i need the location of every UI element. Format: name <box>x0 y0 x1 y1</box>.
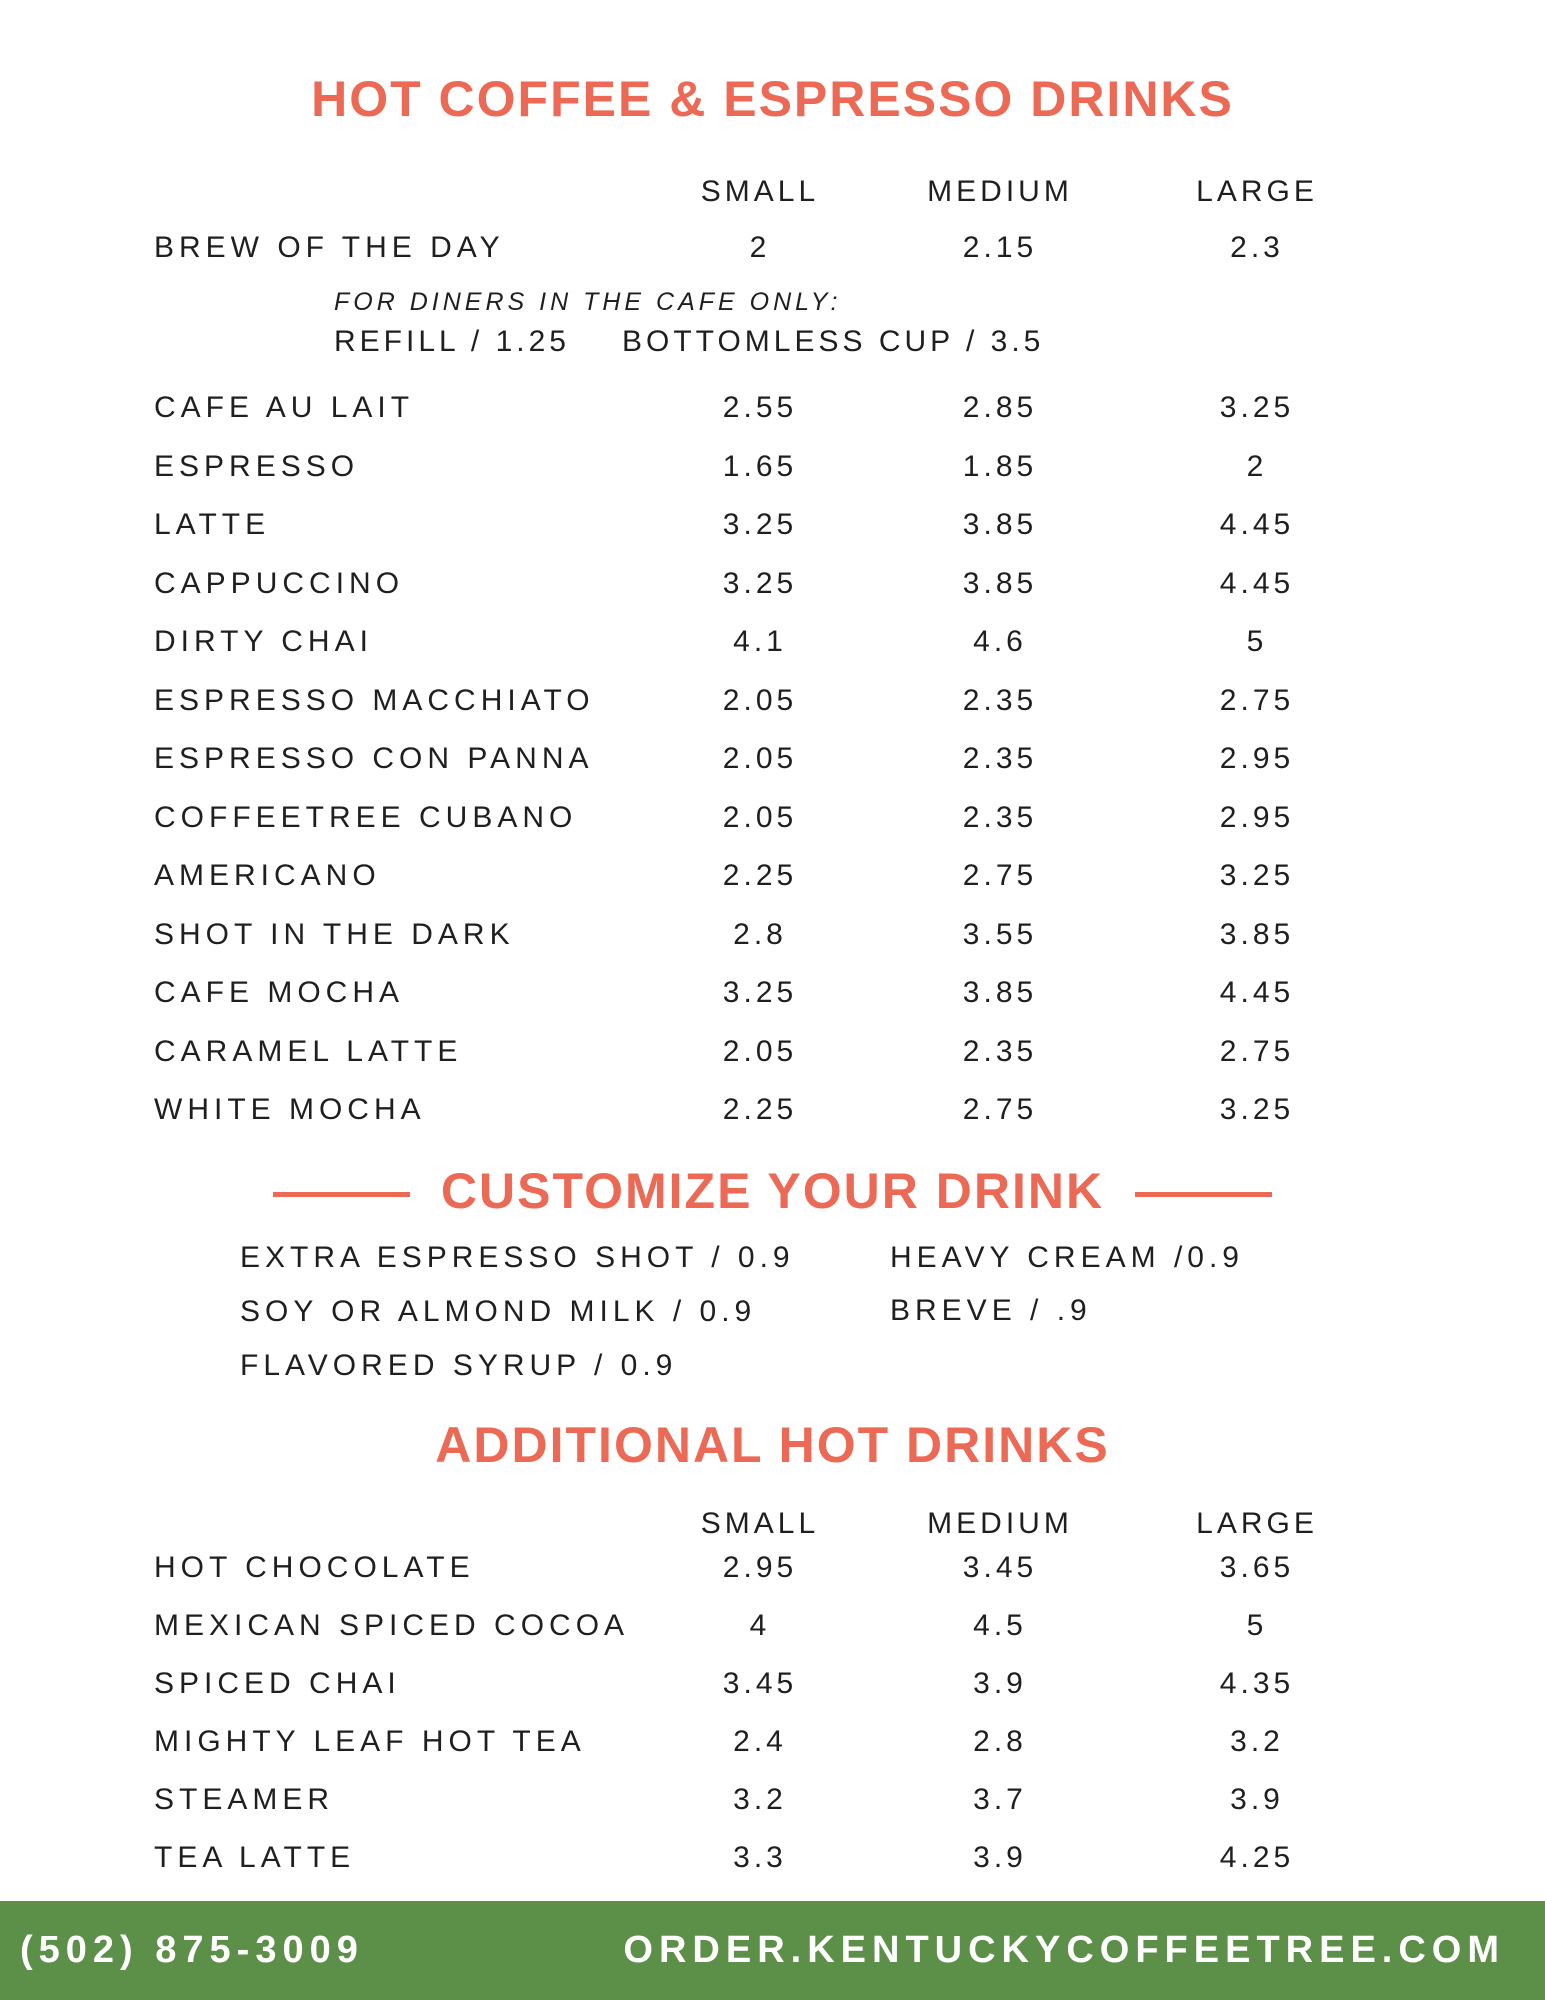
divider-right <box>1135 1192 1272 1197</box>
price-large: 4.45 <box>1219 566 1295 600</box>
price-medium: 4.6 <box>973 625 1027 658</box>
menu-row <box>0 737 1545 781</box>
addon-item: HEAVY CREAM /0.9 <box>890 1241 1244 1274</box>
menu-row <box>0 971 1545 1015</box>
price-medium: 2.8 <box>973 1725 1027 1758</box>
item-name: BREW OF THE DAY <box>154 231 505 264</box>
price-small: 2.55 <box>722 391 798 424</box>
size-large-header: LARGE <box>1196 1507 1318 1540</box>
price-large: 4.25 <box>1219 1841 1295 1874</box>
item-name: LATTE <box>154 508 271 541</box>
price-medium: 3.85 <box>962 508 1038 541</box>
item-name: HOT CHOCOLATE <box>154 1551 475 1584</box>
size-medium-header: MEDIUM <box>927 175 1073 208</box>
price-medium: 2.35 <box>962 800 1038 834</box>
menu-row <box>0 562 1545 606</box>
size-small-header: SMALL <box>700 1507 820 1540</box>
price-small: 1.65 <box>722 449 798 483</box>
refill-price: REFILL / 1.25 <box>334 325 570 358</box>
item-name: ESPRESSO CON PANNA <box>154 742 594 775</box>
price-large: 3.25 <box>1219 859 1295 892</box>
item-name: DIRTY CHAI <box>154 625 373 658</box>
size-small-header: SMALL <box>700 175 820 208</box>
menu-row <box>0 1546 1545 1590</box>
menu-row <box>0 1836 1545 1880</box>
price-large: 3.65 <box>1219 1551 1295 1584</box>
item-name: MEXICAN SPICED COCOA <box>154 1609 630 1642</box>
menu-row <box>0 445 1545 489</box>
price-small: 2.05 <box>722 1034 798 1068</box>
item-name: AMERICANO <box>154 859 381 892</box>
price-small: 3.2 <box>733 1783 787 1816</box>
bottomless-cup-price: BOTTOMLESS CUP / 3.5 <box>622 325 1045 358</box>
price-large: 2 <box>1246 449 1268 483</box>
menu-row <box>0 854 1545 898</box>
price-small: 2.25 <box>722 859 798 892</box>
price-medium: 3.55 <box>962 917 1038 951</box>
menu-row <box>0 1720 1545 1764</box>
price-medium: 3.45 <box>962 1551 1038 1584</box>
price-small: 2.8 <box>733 917 787 951</box>
price-small: 3.25 <box>722 976 798 1009</box>
diner-note: FOR DINERS IN THE CAFE ONLY: <box>334 288 842 316</box>
customize-title: CUSTOMIZE YOUR DRINK <box>440 1163 1105 1219</box>
additional-size-header <box>0 1502 1545 1546</box>
price-medium: 3.85 <box>962 566 1038 600</box>
price-medium: 2.35 <box>962 742 1038 775</box>
price-small: 2.05 <box>722 683 798 717</box>
size-large-header: LARGE <box>1196 175 1318 208</box>
price-small: 3.25 <box>722 566 798 600</box>
item-name: WHITE MOCHA <box>154 1093 426 1126</box>
price-medium: 2.35 <box>962 1034 1038 1068</box>
item-name: SHOT IN THE DARK <box>154 917 515 951</box>
price-large: 4.35 <box>1219 1667 1295 1700</box>
price-large: 4.45 <box>1219 976 1295 1009</box>
item-name: ESPRESSO <box>154 449 360 483</box>
price-large: 3.25 <box>1219 1093 1295 1126</box>
additional-title: ADDITIONAL HOT DRINKS <box>435 1417 1110 1473</box>
website-link[interactable]: ORDER.KENTUCKYCOFFEETREE.COM <box>623 1929 1505 1971</box>
item-name: CAPPUCCINO <box>154 566 405 600</box>
price-large: 5 <box>1246 625 1268 658</box>
phone-number: (502) 875-3009 <box>20 1929 364 1971</box>
menu-row <box>0 796 1545 840</box>
price-small: 2.05 <box>722 800 798 834</box>
price-large: 3.25 <box>1219 391 1295 424</box>
menu-row <box>0 1604 1545 1648</box>
price-large: 5 <box>1246 1609 1268 1642</box>
price-small: 4 <box>749 1609 771 1642</box>
addon-item: EXTRA ESPRESSO SHOT / 0.9 <box>240 1241 795 1274</box>
addon-item: FLAVORED SYRUP / 0.9 <box>240 1349 678 1382</box>
price-medium: 1.85 <box>962 449 1038 483</box>
menu-row <box>0 386 1545 430</box>
price-medium: 3.9 <box>973 1841 1027 1874</box>
item-name: CAFE AU LAIT <box>154 391 415 424</box>
price-medium: 3.9 <box>973 1667 1027 1700</box>
menu-row <box>0 1778 1545 1822</box>
price-small: 2 <box>749 231 771 264</box>
price-large: 2.95 <box>1219 800 1295 834</box>
price-small: 2.4 <box>733 1725 787 1758</box>
menu-row <box>0 1088 1545 1132</box>
addon-item: BREVE / .9 <box>890 1294 1092 1327</box>
menu-row <box>0 679 1545 723</box>
price-large: 3.9 <box>1230 1783 1284 1816</box>
price-large: 2.95 <box>1219 742 1295 775</box>
price-medium: 3.7 <box>973 1783 1027 1816</box>
hot-coffee-size-header <box>0 170 1545 214</box>
menu-row <box>0 503 1545 547</box>
item-name: CAFE MOCHA <box>154 976 405 1009</box>
price-medium: 2.85 <box>962 391 1038 424</box>
hot-coffee-title: HOT COFFEE & ESPRESSO DRINKS <box>311 71 1234 127</box>
price-medium: 2.75 <box>962 1093 1038 1126</box>
menu-row <box>0 1030 1545 1074</box>
price-medium: 4.5 <box>973 1609 1027 1642</box>
addon-item: SOY OR ALMOND MILK / 0.9 <box>240 1295 757 1328</box>
price-small: 3.45 <box>722 1667 798 1700</box>
price-large: 2.3 <box>1230 231 1284 264</box>
price-small: 3.25 <box>722 508 798 541</box>
item-name: ESPRESSO MACCHIATO <box>154 683 595 717</box>
price-medium: 3.85 <box>962 976 1038 1009</box>
item-name: MIGHTY LEAF HOT TEA <box>154 1725 586 1758</box>
menu-row <box>0 620 1545 664</box>
price-large: 3.85 <box>1219 917 1295 951</box>
price-medium: 2.35 <box>962 683 1038 717</box>
price-large: 3.2 <box>1230 1725 1284 1758</box>
item-name: SPICED CHAI <box>154 1667 401 1700</box>
price-small: 3.3 <box>733 1841 787 1874</box>
menu-row <box>0 1662 1545 1706</box>
price-medium: 2.75 <box>962 859 1038 892</box>
size-medium-header: MEDIUM <box>927 1507 1073 1540</box>
price-medium: 2.15 <box>962 231 1038 264</box>
item-name: COFFEETREE CUBANO <box>154 800 578 834</box>
item-name: CARAMEL LATTE <box>154 1034 463 1068</box>
price-small: 2.25 <box>722 1093 798 1126</box>
price-small: 2.95 <box>722 1551 798 1584</box>
footer-bar <box>0 1901 1545 2000</box>
price-small: 2.05 <box>722 742 798 775</box>
menu-row-brew <box>0 226 1545 270</box>
price-large: 2.75 <box>1219 1034 1295 1068</box>
price-large: 4.45 <box>1219 508 1295 541</box>
menu-row <box>0 913 1545 957</box>
price-large: 2.75 <box>1219 683 1295 717</box>
price-small: 4.1 <box>733 625 787 658</box>
item-name: STEAMER <box>154 1783 335 1816</box>
item-name: TEA LATTE <box>154 1841 356 1874</box>
